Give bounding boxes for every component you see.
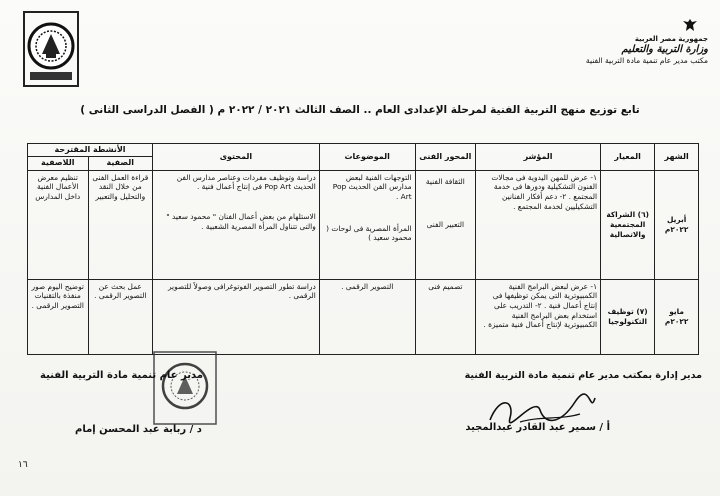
content-cell: دراسة تطور التصوير الفوتوغرافى وصولاً للتصوير الرقمى . xyxy=(153,279,320,354)
office-line: مكتب مدير عام تنمية مادة التربية الفنية xyxy=(585,56,708,66)
ministry-header xyxy=(533,18,708,66)
extracurricular-cell: تنظيم معرض الأعمال الفنية داخل المدارس xyxy=(28,170,89,279)
header-standard: المعيار xyxy=(601,144,655,171)
header-month: الشهر xyxy=(655,144,699,171)
topics-cell: التصوير الرقمى . xyxy=(319,279,415,354)
table-row xyxy=(28,279,699,354)
header-activities: الأنشطة المقترحة xyxy=(28,144,153,157)
classroom-cell: قراءة العمل الفنى من خلال النقد والتحليل والتعبير xyxy=(88,170,153,279)
header-classroom: الصفية xyxy=(88,157,153,170)
left-signatory-title: مدير عام تنمية مادة التربية الفنية xyxy=(40,370,203,381)
header-indicator: المؤشر xyxy=(476,144,601,171)
topic-item: التوجهات الفنية لبعض مدارس الفن الحديث Pop Art . xyxy=(332,172,412,202)
axis-item: الثقافة الفنية xyxy=(425,176,465,186)
standard-cell: (٧) توظيف التكنولوجيا xyxy=(601,279,655,354)
indicator-cell: ١- عرض للمهن اليدوية فى مجالات الفنون التشكيلية ودورها فى خدمة المجتمع . ٢- دعم أفكار الفنانين التشكيليين لخدمة المجتمع . xyxy=(476,170,601,279)
eagle-emblem-icon xyxy=(682,18,698,32)
standard-cell: (٦) الشراكة المجتمعية والاتصالية xyxy=(601,170,655,279)
month-cell: أبريل ٢٠٢٢م xyxy=(655,170,699,279)
axis-cell xyxy=(415,170,475,279)
header-topics: الموضوعات xyxy=(319,144,415,171)
table-row xyxy=(28,170,699,279)
page-title: تابع توزيع منهج التربية الفنية لمرحلة الإعدادى العام .. الصف الثالث ٢٠٢١ / ٢٠٢٢ م ( الفصل الدراسى الثانى ) xyxy=(80,104,640,116)
left-signatory-name: د / ربابة عبد المحسن إمام xyxy=(75,424,202,435)
axis-cell: تصميم فنى xyxy=(415,279,475,354)
extracurricular-cell: توضيح اليوم صور منفذة بالتقنيات التصوير الرقمى . xyxy=(28,279,89,354)
content-cell xyxy=(153,170,320,279)
right-signatory-name: أ / سمير عبد القادر عبدالمجيد xyxy=(465,422,610,433)
axis-item: التعبير الفنى xyxy=(426,220,465,230)
header-axis: المحور الفنى xyxy=(415,144,475,171)
ministry-name: وزارة التربية والتعليم xyxy=(621,43,708,55)
official-stamp-icon xyxy=(150,348,220,428)
content-item: دراسة وتوظيف مفردات وعناصر مدارس الفن الحديث Pop Art فى إنتاج أعمال فنية . xyxy=(176,172,316,192)
content-item: الاستلهام من بعض أعمال الفنان " محمود سعيد " والتى تتناول المرأة المصرية الشعبية . xyxy=(166,212,316,231)
indicator-cell: ١- عرض لبعض البرامج الفنية الكمبيوترية التى يمكن توظيفها فى إنتاج أعمال فنية . ٢- التدريب على استخدام بعض البرامج الفنية الكمبيوترية لإنتاج أعمال فنية متميزة . xyxy=(476,279,601,354)
page-number: ١٦ xyxy=(18,460,28,470)
curriculum-table xyxy=(27,143,699,355)
classroom-cell: عمل بحث عن التصوير الرقمى . xyxy=(88,279,153,354)
right-signatory-title: مدير إدارة بمكتب مدير عام تنمية مادة التربية الفنية xyxy=(464,370,702,381)
topics-cell xyxy=(319,170,415,279)
month-cell: مايو ٢٠٢٢م xyxy=(655,279,699,354)
header-content: المحتوى xyxy=(153,144,320,171)
ministry-seal-icon xyxy=(22,10,80,88)
header-extracurricular: اللاصفية xyxy=(28,157,89,170)
republic-line: جمهورية مصر العربية xyxy=(634,35,708,43)
topic-item: المرأة المصرية فى لوحات ( محمود سعيد ) xyxy=(326,223,412,243)
